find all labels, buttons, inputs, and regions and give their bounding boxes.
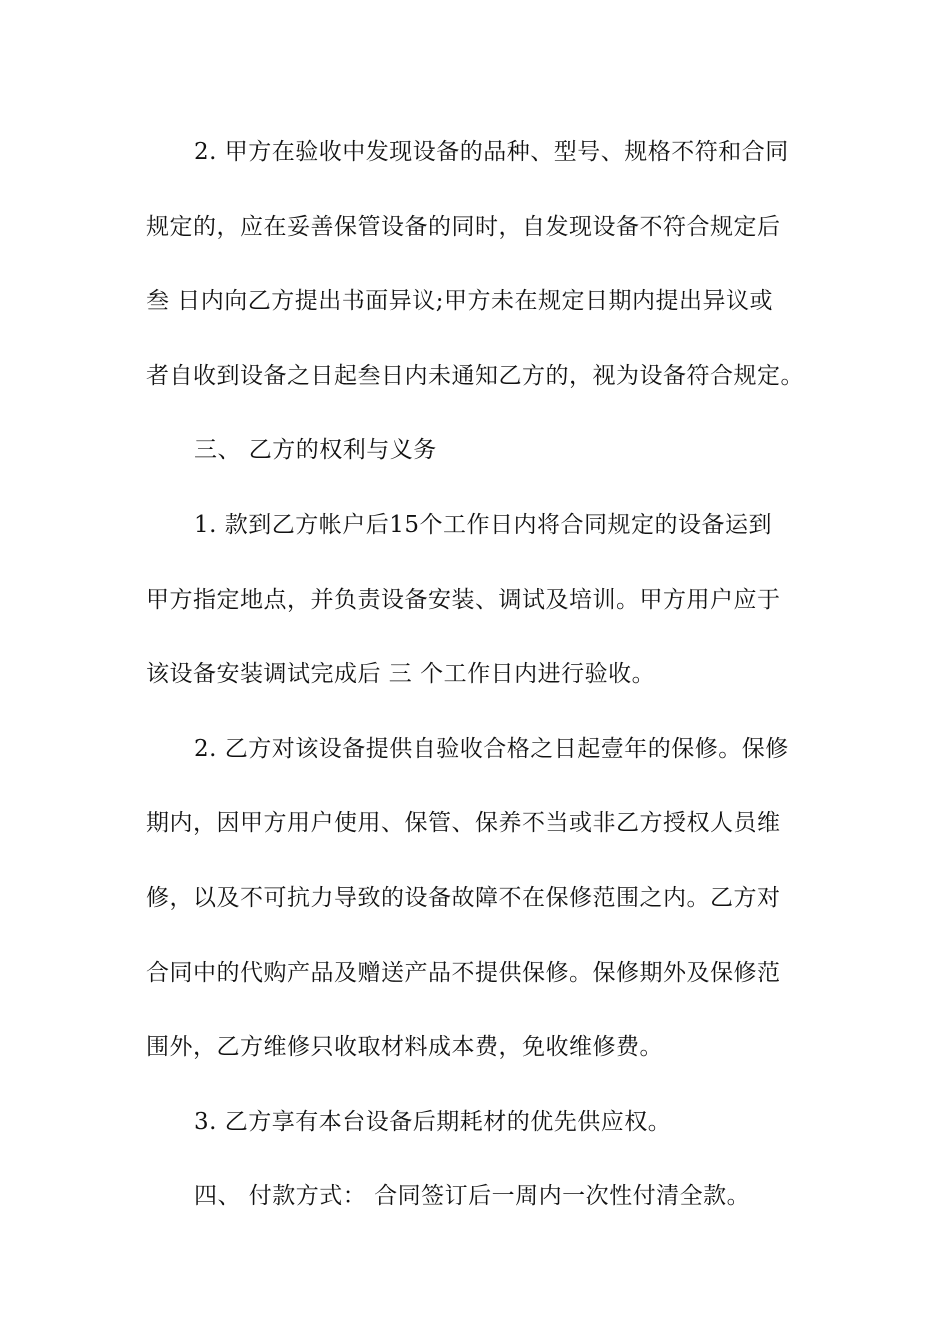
section-heading: 三、 乙方的权利与义务 [194, 437, 437, 464]
document-body [146, 128, 808, 1247]
paragraph-line: 合同中的代购产品及赠送产品不提供保修。保修期外及保修范 [146, 959, 781, 986]
paragraph-line: 3. 乙方享有本台设备后期耗材的优先供应权。 [194, 1108, 672, 1135]
paragraph-line: 规定的，应在妥善保管设备的同时，自发现设备不符合规定后 [146, 213, 781, 240]
paragraph-line: 2. 甲方在验收中发现设备的品种、型号、规格不符和合同 [194, 139, 789, 165]
paragraph-line: 叁 日内向乙方提出书面异议;甲方未在规定日期内提出异议或 [146, 288, 774, 315]
paragraph-line: 围外，乙方维修只收取材料成本费，免收维修费。 [146, 1034, 663, 1061]
paragraph-line: 1. 款到乙方帐户后15个工作日内将合同规定的设备运到 [194, 511, 773, 538]
paragraph-line: 甲方指定地点，并负责设备安装、调试及培训。甲方用户应于 [146, 586, 781, 613]
section-heading: 四、 付款方式： 合同签订后一周内一次性付清全款。 [194, 1183, 751, 1210]
paragraph-line: 该设备安装调试完成后 三 个工作日内进行验收。 [146, 661, 656, 688]
paragraph-line: 者自收到设备之日起叁日内未通知乙方的，视为设备符合规定。 [146, 362, 804, 389]
paragraph-line: 2. 乙方对该设备提供自验收合格之日起壹年的保修。保修 [194, 735, 789, 762]
paragraph-line: 修，以及不可抗力导致的设备故障不在保修范围之内。乙方对 [146, 884, 781, 911]
paragraph-line: 期内，因甲方用户使用、保管、保养不当或非乙方授权人员维 [146, 810, 781, 837]
